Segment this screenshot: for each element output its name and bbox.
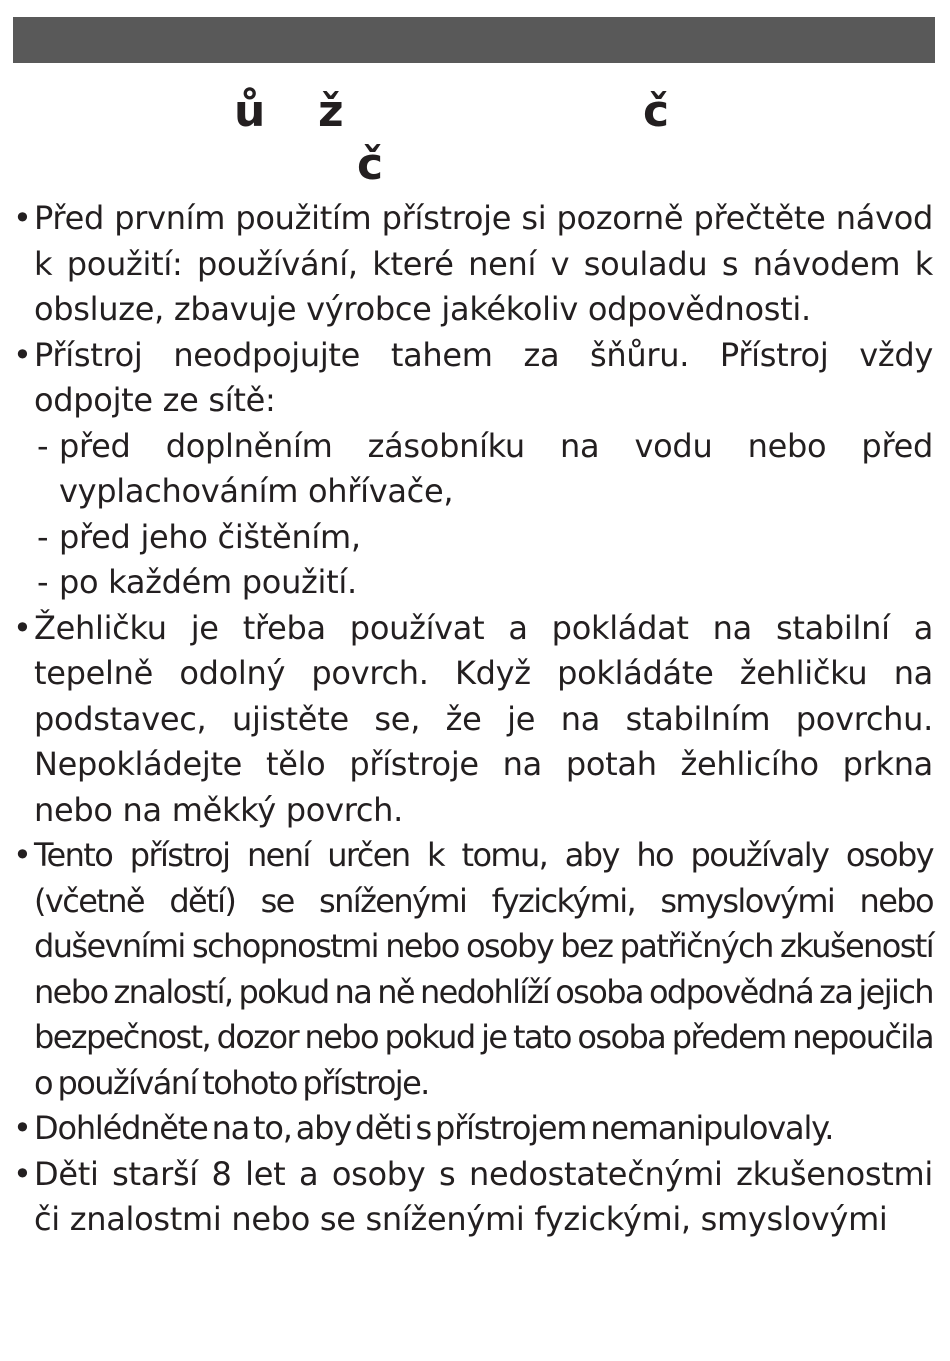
list-item xyxy=(13,1106,933,1152)
heading-glyph-c-2: č xyxy=(357,139,384,190)
sub-list-item xyxy=(37,424,933,515)
heading-glyph-u: ů xyxy=(234,86,266,137)
list-item xyxy=(13,333,933,424)
dash-marker: - xyxy=(37,517,49,556)
sub-list-item-text: po každém použití. xyxy=(59,563,357,601)
dash-marker: - xyxy=(37,426,49,465)
bullet-marker: • xyxy=(13,1154,32,1193)
list-item-text: Děti starší 8 let a osoby s nedostatečnými zkušenostmi či znalostmi nebo se sníženými fyzickými, smyslovými xyxy=(34,1154,933,1238)
sub-list-item xyxy=(37,515,933,561)
header-bar xyxy=(13,17,935,63)
bullet-marker: • xyxy=(13,836,31,874)
bullet-marker: • xyxy=(13,1109,31,1147)
list-item xyxy=(13,196,933,333)
list-item-text: Dohlédněte na to, aby děti s přístrojem nemanipulovaly. xyxy=(34,1109,834,1147)
safety-instructions xyxy=(0,196,950,1243)
list-item xyxy=(13,606,933,834)
list-item-text: Přístroj neodpojujte tahem za šňůru. Přístroj vždy odpojte ze sítě: xyxy=(34,335,933,419)
bullet-marker: • xyxy=(13,199,32,237)
list-item-text: Žehličku je třeba používat a pokládat na stabilní a tepelně odolný povrch. Když pokládáte žehličku na podstavec, ujistěte se, že je na stabilním povrchu. Nepokládejte tělo přístroje na potah žehlicího prkna nebo na měkký povrch. xyxy=(34,608,933,829)
heading-glyph-c: č xyxy=(643,86,670,137)
sub-list-item-text: před doplněním zásobníku na vodu nebo před vyplachováním ohřívače, xyxy=(59,426,933,510)
dash-marker: - xyxy=(37,563,49,601)
list-item-text: Tento přístroj není určen k tomu, aby ho používaly osoby (včetně dětí) se sníženými fyzickými, smyslovými nebo duševními schopnostmi nebo osoby bez patřičných zkušeností nebo znalostí, pokud na ně nedohlíží osoba odpovědná za jejich bezpečnost, dozor nebo pokud je tato osoba předem nepoučila o používání tohoto přístroje. xyxy=(34,836,933,1102)
list-item-text: Před prvním použitím přístroje si pozorně přečtěte návod k použití: používání, které není v souladu s návodem k obsluze, zbavuje výrobce jakékoliv odpovědnosti. xyxy=(34,199,933,328)
list-item xyxy=(13,833,933,1106)
bullet-marker: • xyxy=(13,335,32,374)
list-item xyxy=(13,1152,933,1243)
bullet-marker: • xyxy=(13,608,32,647)
sub-list-item xyxy=(37,560,933,606)
sub-list-item-text: před jeho čištěním, xyxy=(59,517,361,556)
heading-glyph-z: ž xyxy=(318,86,344,137)
